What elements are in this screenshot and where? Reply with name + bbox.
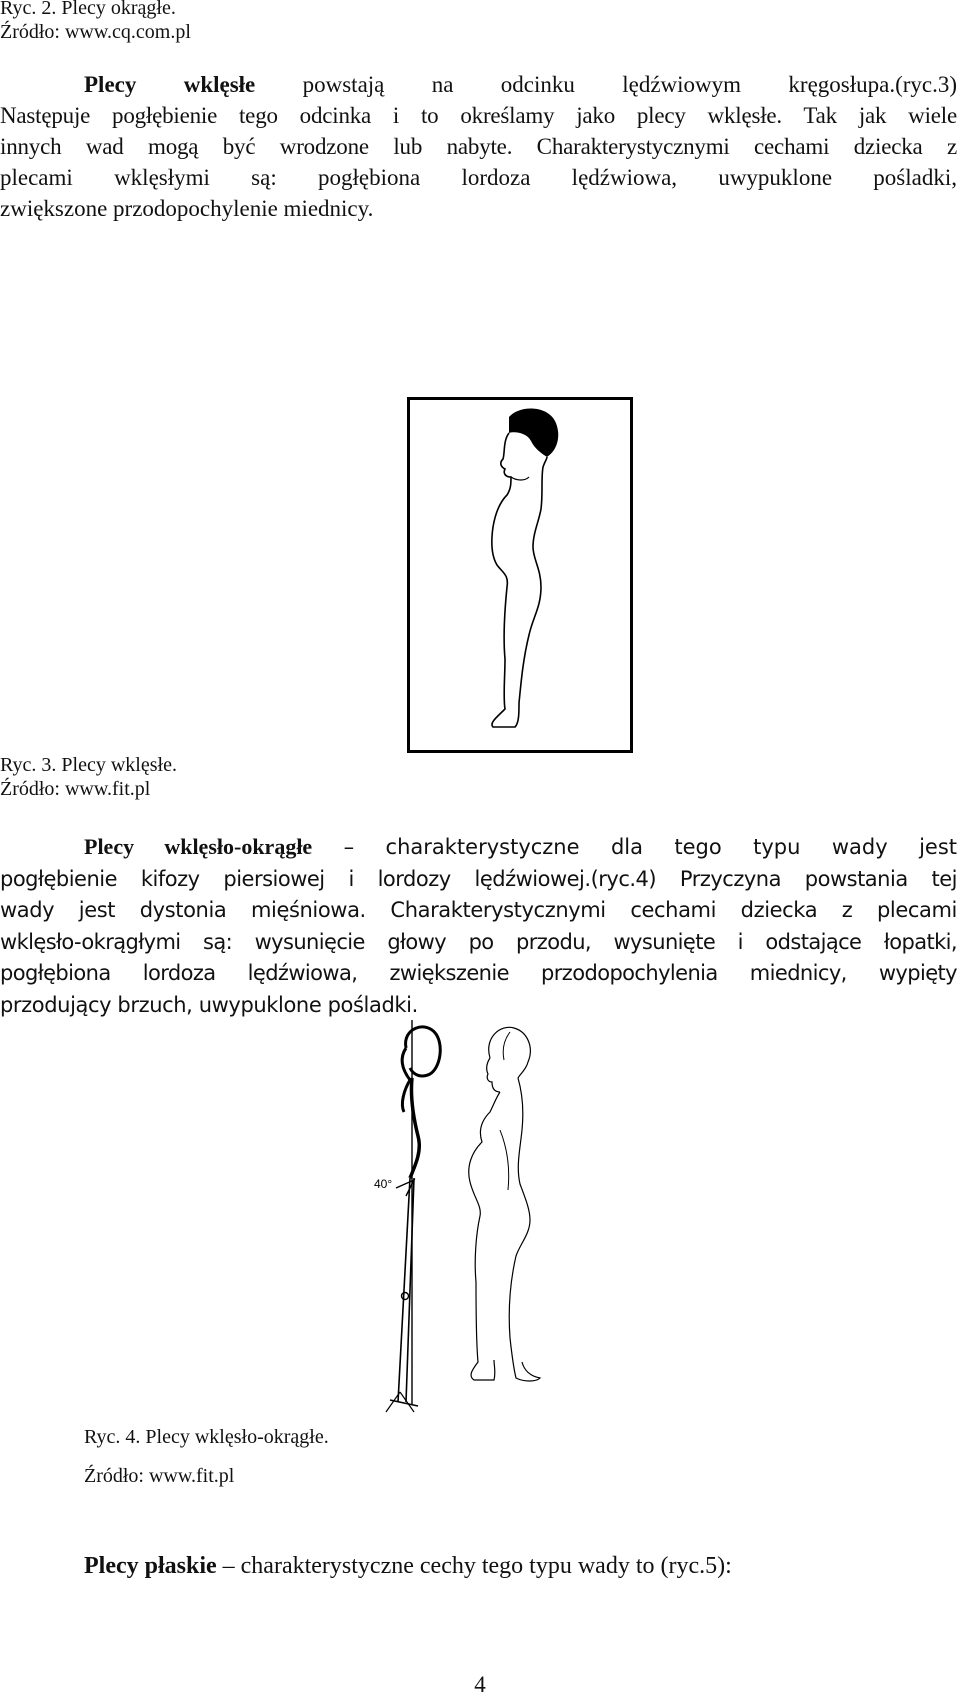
paragraph-plecy-wklesle-okragle: Plecy wklęsło-okrągłe – charakterystyczne dla tego typu wady jest pogłębienie kifozy piersiowej i lordozy lędźwiowej.(ryc.4) Przyczyna powstania tej wady jest dystonia mięśniowa. Charakterystycznymi cechami dziecka z plecami wklęsło-okrągłymi są: wysunięcie głowy po przodu, wysunięte i odstające łopatki, pogłębiona lordoza lędźwiowa, zwiększenie przodopochylenia miednicy, wypięty przodujący brzuch, uwypuklone pośladki. — [0, 834, 957, 1017]
angle-label: 40° — [374, 1177, 393, 1191]
figure-2-title: Ryc. 2. Plecy okrągłe. — [0, 0, 176, 19]
figure-3-title: Ryc. 3. Plecy wklęsłe. — [0, 754, 177, 776]
figure-2-caption — [0, 0, 191, 44]
standing-figure — [469, 1027, 540, 1381]
term-plecy-wklesle: Plecy wklęsłe — [84, 72, 256, 97]
figure-3-caption — [0, 753, 177, 801]
figure-4-caption — [84, 1425, 329, 1449]
figure-4-illustration — [370, 1020, 570, 1420]
term-plecy-plaskie: Plecy płaskie — [84, 1553, 217, 1579]
spine-diagram — [386, 1020, 440, 1412]
figure-4-caption-source — [84, 1464, 234, 1488]
figure-3-source: Źródło: www.fit.pl — [0, 778, 151, 800]
figure-3-illustration — [407, 397, 633, 753]
figure-2-source: Źródło: www.cq.com.pl — [0, 21, 191, 43]
term-plecy-wklesle-okragle: Plecy wklęsło-okrągłe — [84, 834, 313, 859]
page-number: 4 — [474, 1672, 486, 1697]
paragraph-plecy-wklesle: Plecy wklęsłe powstają na odcinku lędźwiowym kręgosłupa.(ryc.3) Następuje pogłębienie tego odcinka i to określamy jako plecy wklęsłe. Tak jak wiele innych wad mogą być wrodzone lub nabyte. Charakterystycznymi cechami dziecka z plecami wklęsłymi są: pogłębiona lordoza lędźwiowa, uwypuklone pośladki, zwiększone przodopochylenie miednicy. — [0, 72, 958, 221]
figure-4-title: Ryc. 4. Plecy wklęsło-okrągłe. — [84, 1426, 329, 1448]
figure-4-source: Źródło: www.fit.pl — [84, 1465, 235, 1487]
paragraph-plecy-plaskie: Plecy płaskie – charakterystyczne cechy tego typu wady to (ryc.5): — [84, 1553, 732, 1579]
